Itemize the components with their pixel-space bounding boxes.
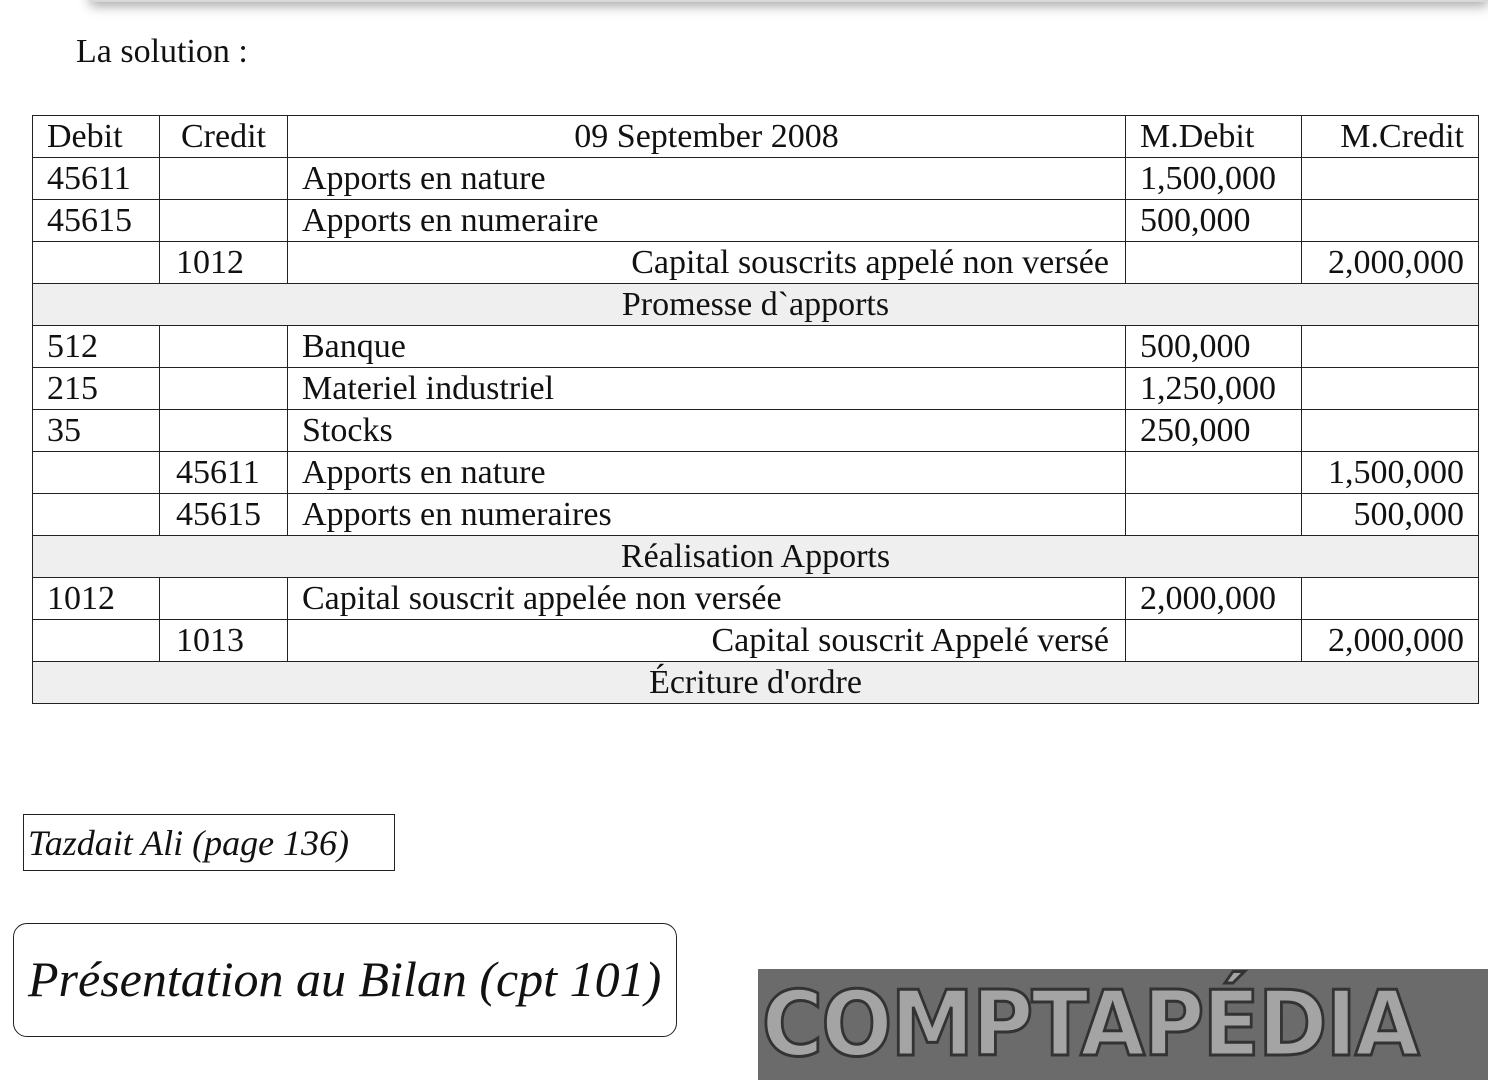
debit-account-cell: 45615 <box>33 200 160 242</box>
watermark-logo-text: COMPTAPÉDIA <box>761 972 1418 1077</box>
table-row <box>33 200 1479 242</box>
journal-table-body <box>33 158 1479 704</box>
header-debit: Debit <box>33 116 160 158</box>
table-row <box>33 410 1479 452</box>
debit-amount-cell: 500,000 <box>1126 200 1302 242</box>
bilan-title-box: Présentation au Bilan (cpt 101) <box>13 923 677 1037</box>
table-row <box>33 158 1479 200</box>
section-row <box>33 662 1479 704</box>
debit-account-cell <box>33 494 160 536</box>
header-m-debit: M.Debit <box>1126 116 1302 158</box>
credit-amount-cell: 2,000,000 <box>1302 242 1479 284</box>
section-row <box>33 284 1479 326</box>
table-row <box>33 620 1479 662</box>
debit-amount-cell: 1,250,000 <box>1126 368 1302 410</box>
credit-amount-cell <box>1302 326 1479 368</box>
section-label: Promesse d`apports <box>33 284 1479 326</box>
top-shadow-divider <box>90 0 1488 2</box>
debit-account-cell: 1012 <box>33 578 160 620</box>
debit-account-cell: 45611 <box>33 158 160 200</box>
credit-amount-cell <box>1302 158 1479 200</box>
intro-text: La solution : <box>76 33 248 70</box>
header-date: 09 September 2008 <box>288 116 1126 158</box>
credit-amount-cell: 2,000,000 <box>1302 620 1479 662</box>
watermark-logo <box>758 969 1488 1080</box>
entry-label-cell: Apports en nature <box>288 158 1126 200</box>
credit-account-cell: 45611 <box>160 452 288 494</box>
debit-account-cell: 35 <box>33 410 160 452</box>
header-credit: Credit <box>160 116 288 158</box>
entry-label-cell: Stocks <box>288 410 1126 452</box>
credit-account-cell: 1012 <box>160 242 288 284</box>
debit-amount-cell: 250,000 <box>1126 410 1302 452</box>
debit-amount-cell: 1,500,000 <box>1126 158 1302 200</box>
debit-account-cell <box>33 242 160 284</box>
reference-box: Tazdait Ali (page 136) <box>23 814 395 871</box>
entry-label-cell: Banque <box>288 326 1126 368</box>
entry-label-cell: Capital souscrit Appelé versé <box>288 620 1126 662</box>
credit-account-cell <box>160 158 288 200</box>
table-row <box>33 242 1479 284</box>
credit-amount-cell <box>1302 578 1479 620</box>
entry-label-cell: Apports en numeraires <box>288 494 1126 536</box>
entry-label-cell: Apports en nature <box>288 452 1126 494</box>
debit-amount-cell: 500,000 <box>1126 326 1302 368</box>
debit-amount-cell <box>1126 620 1302 662</box>
table-row <box>33 578 1479 620</box>
credit-amount-cell <box>1302 410 1479 452</box>
credit-amount-cell: 500,000 <box>1302 494 1479 536</box>
table-row <box>33 494 1479 536</box>
section-row <box>33 536 1479 578</box>
debit-amount-cell <box>1126 242 1302 284</box>
table-row <box>33 452 1479 494</box>
credit-account-cell: 1013 <box>160 620 288 662</box>
journal-table <box>32 115 1479 704</box>
debit-amount-cell: 2,000,000 <box>1126 578 1302 620</box>
debit-amount-cell <box>1126 494 1302 536</box>
entry-label-cell: Materiel industriel <box>288 368 1126 410</box>
table-row <box>33 326 1479 368</box>
credit-amount-cell: 1,500,000 <box>1302 452 1479 494</box>
header-m-credit: M.Credit <box>1302 116 1479 158</box>
credit-account-cell <box>160 410 288 452</box>
credit-account-cell: 45615 <box>160 494 288 536</box>
debit-account-cell <box>33 620 160 662</box>
debit-amount-cell <box>1126 452 1302 494</box>
credit-account-cell <box>160 368 288 410</box>
debit-account-cell: 512 <box>33 326 160 368</box>
debit-account-cell: 215 <box>33 368 160 410</box>
credit-account-cell <box>160 326 288 368</box>
table-row <box>33 368 1479 410</box>
section-label: Écriture d'ordre <box>33 662 1479 704</box>
credit-amount-cell <box>1302 200 1479 242</box>
entry-label-cell: Capital souscrits appelé non versée <box>288 242 1126 284</box>
table-header-row <box>33 116 1479 158</box>
credit-account-cell <box>160 578 288 620</box>
debit-account-cell <box>33 452 160 494</box>
entry-label-cell: Capital souscrit appelée non versée <box>288 578 1126 620</box>
credit-amount-cell <box>1302 368 1479 410</box>
entry-label-cell: Apports en numeraire <box>288 200 1126 242</box>
section-label: Réalisation Apports <box>33 536 1479 578</box>
credit-account-cell <box>160 200 288 242</box>
